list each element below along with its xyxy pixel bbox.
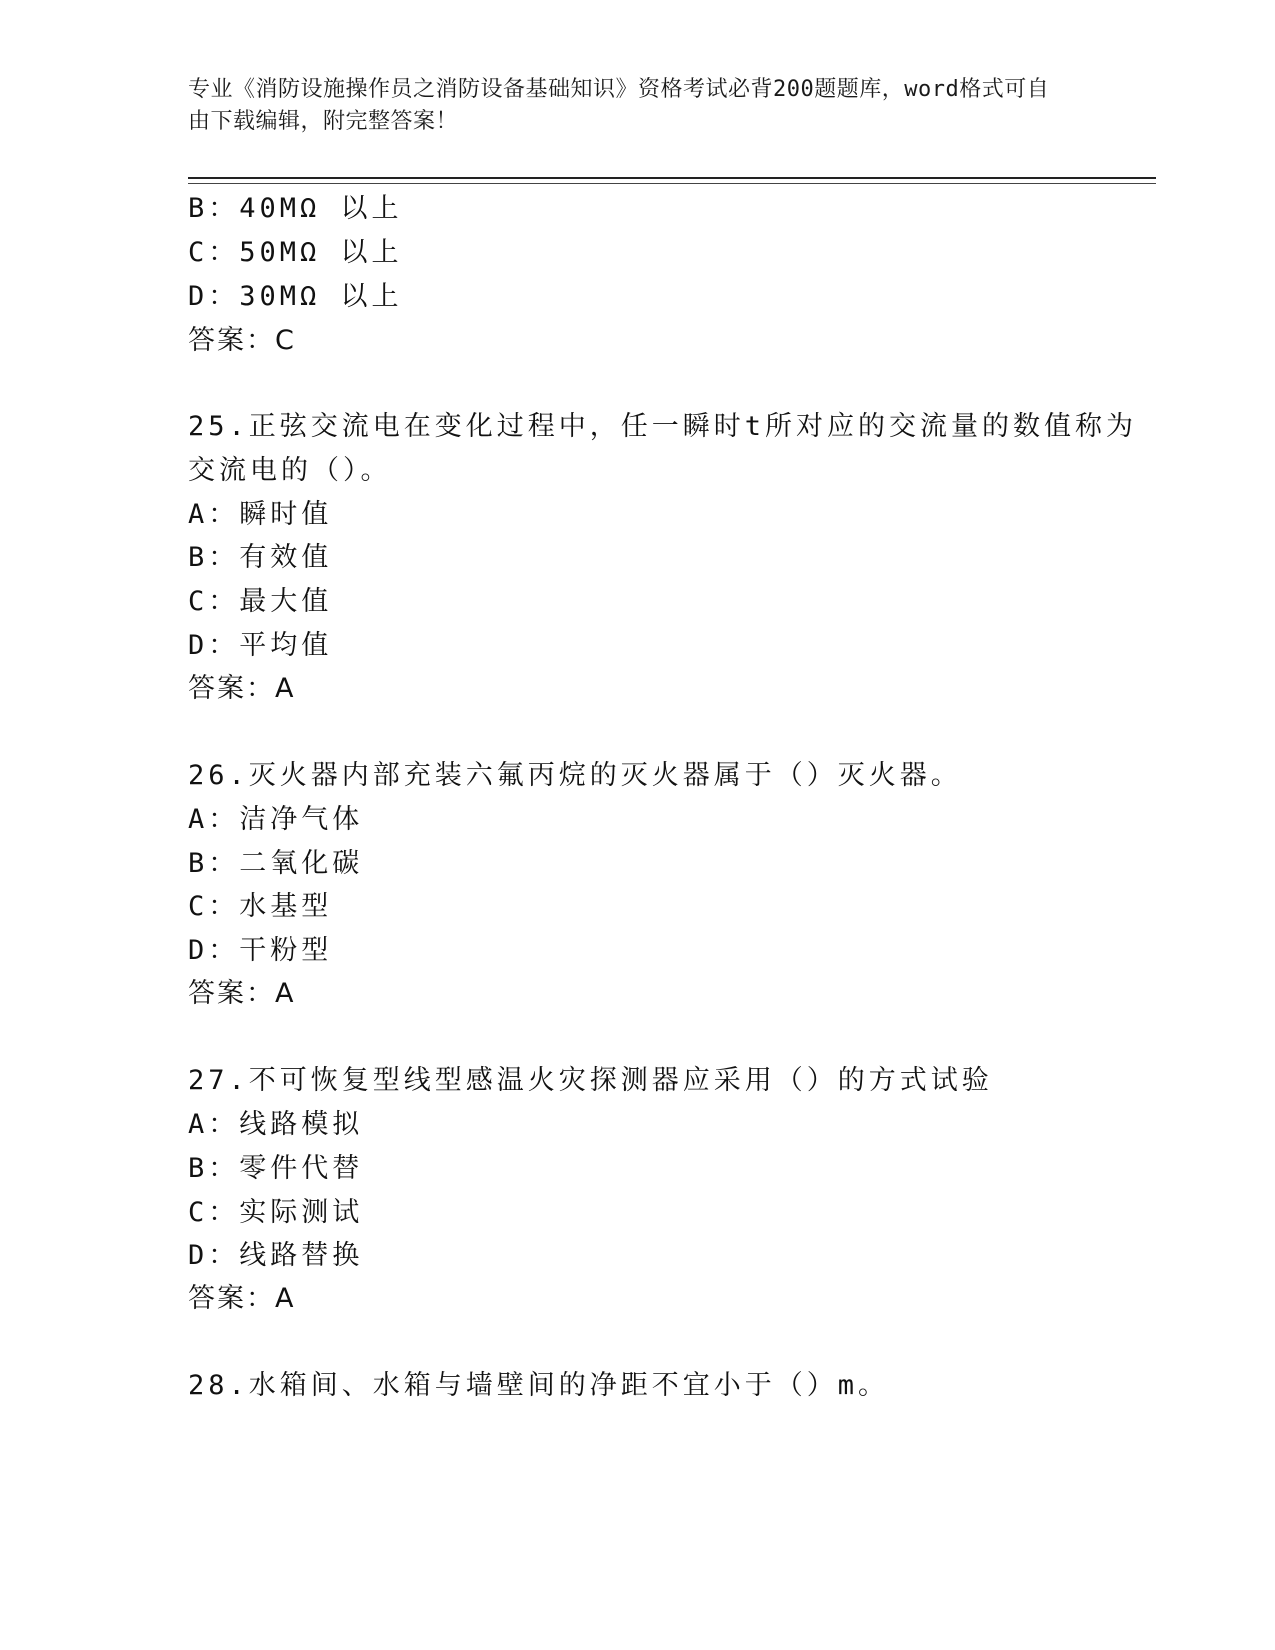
question-28-stem: 28.水箱间、水箱与墙壁间的净距不宜小于（）m。 — [188, 1370, 890, 1401]
option-c: C：水基型 — [188, 891, 333, 922]
answer: 答案：A — [188, 1283, 296, 1314]
option-d: D：线路替换 — [188, 1240, 364, 1271]
answer: 答案：A — [188, 978, 296, 1009]
option-b: B：有效值 — [188, 542, 333, 573]
option-d: D：30MΩ 以上 — [188, 281, 403, 312]
answer: 答案：C — [188, 325, 296, 356]
question-25-stem-cont: 交流电的（）。 — [188, 455, 392, 486]
option-a: A：瞬时值 — [188, 499, 333, 530]
answer: 答案：A — [188, 673, 296, 704]
option-c: C：实际测试 — [188, 1197, 364, 1228]
option-a: A：线路模拟 — [188, 1109, 364, 1140]
question-26-stem: 26.灭火器内部充装六氟丙烷的灭火器属于（）灭火器。 — [188, 760, 962, 791]
option-d: D：干粉型 — [188, 935, 333, 966]
option-b: B：零件代替 — [188, 1153, 364, 1184]
option-d: D：平均值 — [188, 630, 333, 661]
option-b: B：二氧化碳 — [188, 848, 364, 879]
document-title: 专业《消防设施操作员之消防设备基础知识》资格考试必背200题题库，word格式可自由下载编辑，附完整答案！ — [188, 77, 1050, 134]
header-divider-thin — [188, 183, 1156, 184]
option-c: C：最大值 — [188, 586, 333, 617]
option-b: B：40MΩ 以上 — [188, 193, 403, 224]
option-c: C：50MΩ 以上 — [188, 237, 403, 268]
question-25-stem: 25.正弦交流电在变化过程中，任一瞬时t所对应的交流量的数值称为 — [188, 411, 1138, 442]
question-27-stem: 27.不可恢复型线型感温火灾探测器应采用（）的方式试验 — [188, 1065, 993, 1096]
header-divider — [188, 177, 1156, 179]
option-a: A：洁净气体 — [188, 804, 364, 835]
